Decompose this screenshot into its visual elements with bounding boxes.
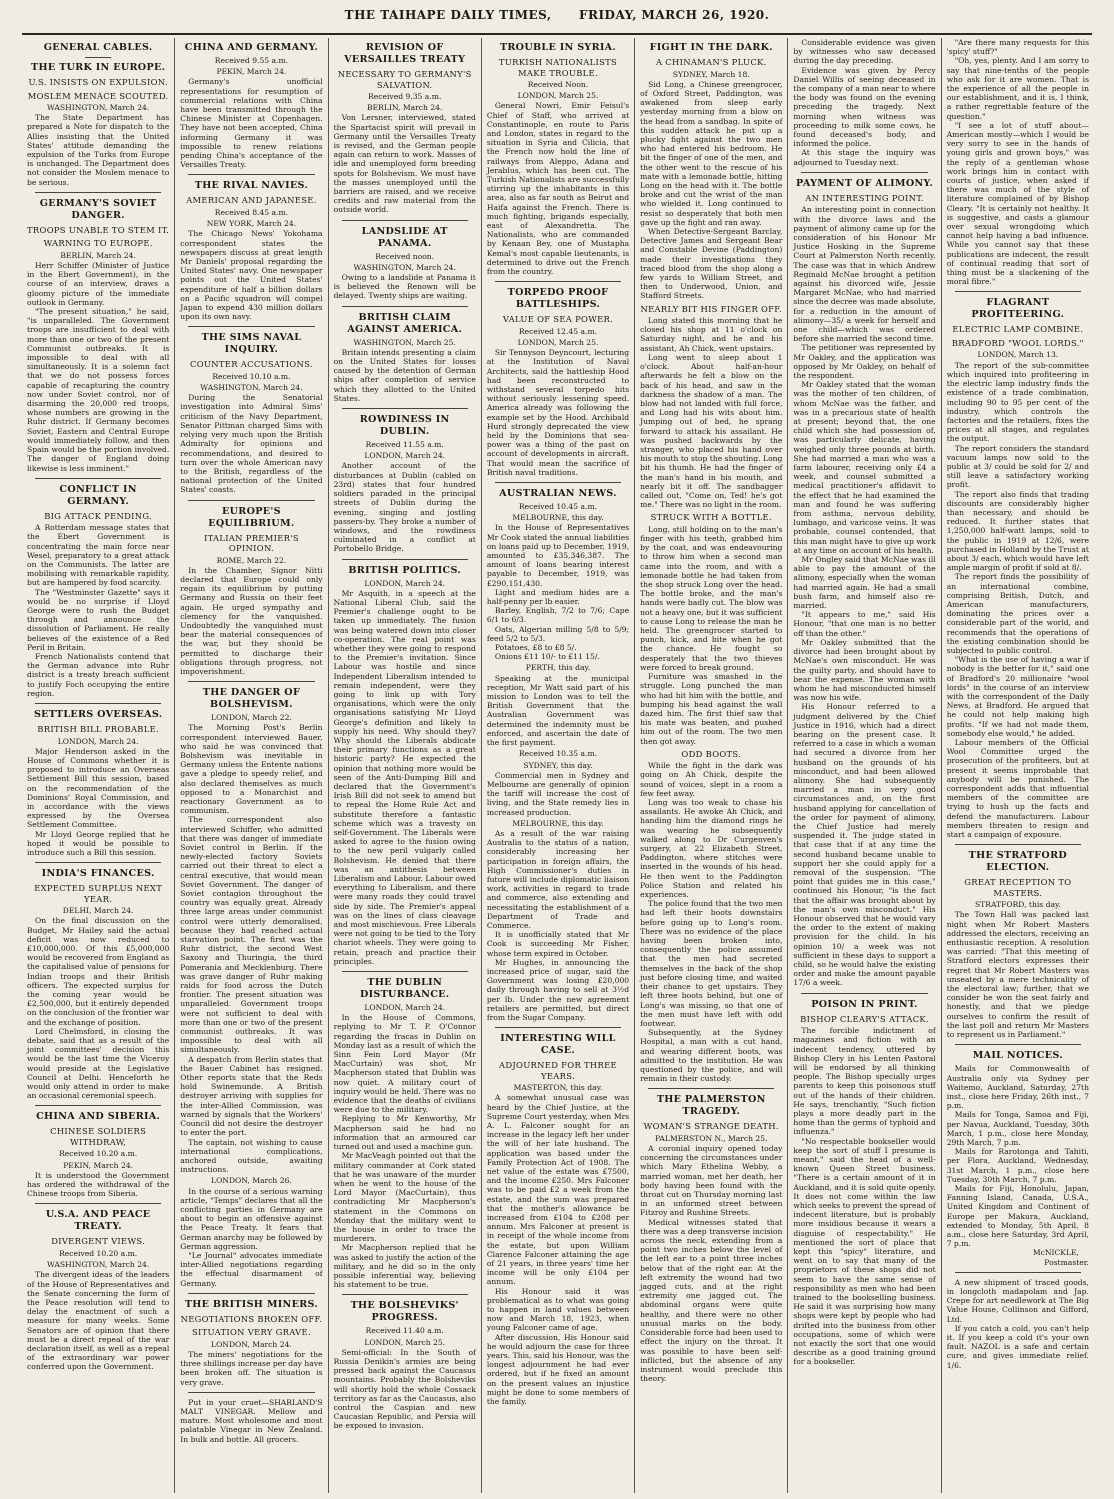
column-7 (942, 38, 1094, 1493)
dateline: ROME, March 22. (216, 555, 287, 565)
paragraph: Oats, Algerian milling 5/8 to 5/9; feed 5/2 to 5/3. (486, 624, 630, 643)
dateline: LONDON, March 22. (211, 713, 292, 723)
headline: REVISION OF VERSAILLES TREATY (344, 42, 466, 65)
column-1 (22, 38, 175, 1493)
headline: MAIL NOTICES. (972, 1050, 1063, 1062)
paragraph: The forcible indictment of magazines and fiction with an indecent tendency, uttered by Bishop Clery in his Lenten Pastoral will be endorsed by all thinking people. The Bishop specially urges parents to keep this poisonous stuff out of the hands of their children. He says, trenchantly, "Such fiction plays a more deadly part in the home than the germs of typhoid and influenza." (793, 1026, 936, 1137)
headline: PAYMENT OF ALIMONY. (796, 177, 934, 189)
received-time: Received 10.45 a.m. (518, 502, 598, 512)
paragraph: Mr Ongley said that McNae was ill able to pay the amount of the alimony, especially when the woman had married again. He had a small bush farm, and himself also re-married. (793, 555, 936, 611)
dateline: WASHINGTON, March 25. (353, 337, 456, 347)
paragraph: Onions £11 10/- to £11 15/. (494, 652, 600, 662)
paragraph: A coronial inquiry opened today concerning the circumstances under which Mary Ethelina Webby, a married woman, met her death, her body having been found with the throat cut on Thursday morning last in an unformed street between Fitzroy and Rushine Streets. (640, 1144, 783, 1218)
headline: FLAGRANT PROFITEERING. (971, 297, 1065, 321)
subheadline: SITUATION VERY GRAVE. (191, 1327, 311, 1338)
paragraph: The police found that the two men had left their boots downstairs before going up to Long's room. There was no evidence of the place having been broken into, consequently the police assumed that the men had secreted themselves in the back of the shop just before closing time, and waited their chance to get upstairs. They left three boots behind, but one of Long's was missing, so that one of the men must have left with odd footwear. (640, 899, 783, 1028)
paragraph: Mr Macpherson replied that he was asked to justify the action of the military, and he did so in the only possible inferential way, believing his statement to be true. (333, 1243, 476, 1290)
paragraph: French Nationalists contend that the German advance into Ruhr district is a treaty breach sufficient to justify Foch occupying the entire region. (27, 652, 170, 698)
paragraph: Britain intends presenting a claim on the United States for losses caused by the detention of German ships after completion of service which they allotted to the United States. (333, 347, 476, 403)
paragraph: Long, still holding on to the man's finger with his teeth, grabbed him by the coat, and was endeavouring to throw him when a second man came into the room, and with a lemonade bottle he had taken from the shop struck Long over the head. The bottle broke, and the man's hands were badly cut. The blow was not a heavy one, but it was sufficient to cause Long to release the man he held. The greengrocer started to punch, kick, and bite when he got the chance. He fought so desperately that the two thieves were forced to break ground. (640, 524, 783, 672)
paragraph: The report finds the possibility of an international combine, comprising British, Dutch, and American manufacturers, dominating the prices over a considerable part of the world, and recommends that the operations of the existing combination should be subjected to public control. (946, 572, 1089, 655)
paragraph: In the course of a serious warning article, "Temps" declares that all the conflicting parties in Germany are about to begin an offensive against the Peace Treaty. It fears that German anarchy may be followed by German aggression. (180, 1186, 323, 1251)
headline: INTERESTING WILL CASE. (500, 1033, 616, 1057)
headline: BRITISH POLITICS. (348, 564, 462, 576)
subheadline: TROOPS UNABLE TO STEM IT. (27, 224, 170, 235)
dateline: PERTH, this day. (525, 663, 591, 673)
divider (495, 1027, 621, 1028)
dateline: NEW YORK, March 24. (206, 219, 297, 229)
column-6 (788, 38, 941, 1493)
divider (35, 478, 161, 479)
issue-date: FRIDAY, MARCH 26, 1920. (578, 8, 770, 22)
headline: TROUBLE IN SYRIA. (499, 42, 617, 53)
subheadline: BRITISH BILL PROBABLE. (37, 724, 159, 735)
dateline: BERLIN, March 24. (366, 103, 443, 113)
divider (35, 862, 161, 863)
signature-title: Postmaster. (1044, 1257, 1089, 1267)
subheadline: NEARLY BIT HIS FINGER OFF. (640, 303, 783, 314)
dateline: LONDON, March 24. (364, 451, 446, 461)
subheadline: BRADFORD "WOOL LORDS." (951, 337, 1084, 348)
paragraph: It is understood the Government has ordered the withdrawal of the Chinese troops from Siberia. (27, 1170, 170, 1199)
paragraph: Commercial men in Sydney and Melbourne are generally of opinion the tariff will increase the cost of living, and the State remedy lies in increased production. (486, 770, 630, 817)
subheadline: ADJOURNED FOR THREE YEARS. (499, 1060, 617, 1081)
headline: TORPEDO PROOF BATTLESHIPS. (507, 287, 609, 311)
divider (955, 1272, 1081, 1273)
paragraph: Subsequently, at the Sydney Hospital, a man with a cut hand, and wearing different boots, was admitted to the institution. He was questioned by the police, and will remain in their custody. (640, 1028, 783, 1084)
paragraph: After discussion, His Honour said he would adjourn the case for three years. This, said his Honour, was the longest adjournment he had ever ordered, but if he fixed an amount on the present values an injustice might be done to some members of the family. (486, 1332, 630, 1407)
paragraph: During the Senatorial investigation into Admiral Sims' criticism of the Navy Department, Senator Pittman charged Sims with relying very much upon the British Admiralty for opinions and recommendations, and desired to turn over the whole American navy to the British, regardless of the national protection of the United States' coasts. (180, 393, 323, 495)
dateline: WASHINGTON, March 24. (200, 383, 303, 393)
paragraph: "The present situation," he said, "is unparalleled. The Government troops are insufficient to deal with more than one or two of the present Communist outbreaks. It is impossible to deal with all simultaneously. It is a solemn fact that we do not possess forces capable of recapturing the country now under Soviet control, nor of disarming the 20,000 red troops, whose numbers are growing in the Ruhr district. If Germany becomes Soviet, Eastern and Central Europe would immediately follow, and then Spain would be the portion involved. The danger of England doing likewise is less imminent." (27, 307, 170, 473)
paragraph: Another account of the disturbances at Dublin (cabled on 23rd) states that four hundred soldiers paraded in the principal streets of Dublin during the evening, singing and jostling passers-by. They broke a number of windows, and the rowdiness culminated in a conflict at Portobello Bridge. (333, 461, 476, 554)
paragraph: His Honour said it was problematical as to what was going to happen in land values between now and March 18, 1923, when young Falconer came of age. (486, 1286, 630, 1333)
dateline: LONDON, March 25. (517, 91, 599, 101)
headline: THE STRATFORD ELECTION. (968, 850, 1067, 874)
divider (188, 500, 314, 501)
subheadline: GREAT RECEPTION TO MASTERS. (964, 877, 1072, 898)
paragraph: When Detective-Sergeant Barclay, Detective James and Sergeant Bear and Constable Devine (Paddington) made their investigations they traced blood from the shop along a few yards to William Street, and then to Underwood, Union, and Stafford Streets. (640, 226, 783, 301)
headline: BRITISH CLAIM AGAINST AMERICA. (347, 311, 463, 335)
divider (342, 220, 468, 221)
paragraph: "Le Journal" advocates immediate inter-Allied negotiations regarding the effectual disarmament of Germany. (180, 1250, 323, 1288)
headline: THE BOLSHEVIKS' PROGRESS. (350, 1300, 459, 1324)
dateline: LONDON, March 24. (211, 1339, 292, 1349)
paragraph: In the Chamber, Signor Nitti declared that Europe could only regain its equilibrium by putting Germany and Russia on their feet again. He urged sympathy and clemency for the vanquished. Undoubtedly the vanquished must bear the material consequences of the war, but they should be permitted to discharge their obligations through progress, not impoverishment. (180, 565, 323, 676)
dateline: MASTERTON, this day. (513, 1083, 603, 1093)
dateline: MELBOURNE, this day. (512, 818, 604, 828)
headline: CHINA AND GERMANY. (184, 42, 319, 53)
paragraph: Mails for Rarotonga and Tahiti, per Flora, Auckland, Wednesday, 31st March, 1 p.m., close here Tuesday, 30th March, 7 p.m. (946, 1147, 1089, 1184)
paragraph: At this stage the inquiry was adjourned to Tuesday next. (793, 148, 936, 167)
subheadline: BISHOP CLEARY'S ATTACK. (800, 1013, 929, 1024)
dateline: STRATFORD, this day. (974, 900, 1061, 910)
headline: THE SIMS NAVAL INQUIRY. (201, 332, 302, 356)
subheadline: DIVERGENT VIEWS. (51, 1236, 146, 1247)
paragraph: The State Department has prepared a Note for dispatch to the Allies insisting that the United States' attitude demanding the expulsion of the Turks from Europe is unchanged. The Department does not consider the Moslem menace to be serious. (27, 113, 170, 187)
headline: THE PALMERSTON TRAGEDY. (656, 1094, 766, 1118)
paragraph: Mr MacVeagh pointed out that the military commander at Cork stated that he was unaware of the murder when he went to the house of the Lord Mayor (MacCurtain), thus contradicting Mr Macpherson's statement in the Commons on Monday that the military went to the house in order to trace the murderers. (333, 1151, 476, 1244)
divider (342, 971, 468, 972)
subheadline: ITALIAN PREMIER'S OPINION. (203, 532, 299, 554)
headline: FIGHT IN THE DARK. (649, 42, 773, 53)
subheadline: NEGOTIATIONS BROKEN OFF. (180, 1313, 323, 1324)
received-time: Received Noon. (527, 80, 589, 89)
dateline: DELHI, March 24. (62, 906, 134, 916)
paragraph: The divergent ideas of the leaders of the House of Representatives and the Senate concerning the form of the Peace resolution will tend to delay the enactment of such a measure for many weeks. Some Senators are of opinion that there must be a direct repeal of the war declaration itself, as well as a repeal of the extraordinary war power conferred upon the Government. (27, 1270, 170, 1372)
paragraph: Long went to sleep about 1 o'clock. About half-an-hour afterwards he felt a blow on the back of his head, and saw in the darkness the shadow of a man. The blow had not landed with full force, and Long had his wits about him. Jumping out of bed, he sprang forward to attack his assailant. He was pushed backwards by the stranger, who placed his hand over his mouth to stop the shouting. Long bit his thumb. He had the finger of the man's hand in his mouth, and nearly bit it off. The sandbagger called out, "Come on, Ted! he's got me." There was no light in the room. (640, 352, 783, 510)
divider (35, 1203, 161, 1204)
paragraph: "Oh, yes, plenty. And I am sorry to say that nine-tenths of the people who ask for it are women. That is the experience of all the people in our establishment, and it is, I think, a rather regrettable feature of the question." (946, 56, 1089, 121)
subheadline: WARNING TO EUROPE. (43, 238, 153, 249)
paragraph: Evidence was given by Percy Daniel Willis of seeing deceased in the company of a man near to where the body was found on the evening preceding the tragedy. Next morning when witness was proceeding to milk some cows, he found deceased's body, and informed the police. (793, 65, 936, 149)
paragraph: In the House of Representatives Mr Cook stated the annual liabilities on loans paid up to December, 1919, amounted to £35,346,387. The amount of loans bearing interest payable to December, 1919, was £290,151,430. (486, 523, 630, 588)
paragraph: In the House of Commons, replying to Mr T. P. O'Connor regarding the fracas in Dublin on Monday last as a result of which the Sinn Fein Lord Mayor (Mr MacCurtain) was shot, Mr Macpherson stated that Dublin was now quiet. A military court of inquiry would be held. There was no evidence that the deaths of civilians were due to the military. (333, 1013, 476, 1115)
dateline: BERLIN, March 24. (60, 250, 136, 260)
dateline: PEKIN, March 24. (216, 67, 287, 77)
headline: ROWDINESS IN DUBLIN. (359, 414, 450, 438)
paragraph: Furniture was smashed in the struggle. Long punched the man who had hit him with the bottle, and bumping his head against the wall dazed him. The first thief saw that his mate was beaten, and pushed him out of the room. The two men then got away. (640, 672, 783, 746)
paragraph: While the fight in the dark was going on Ah Chick, despite the sound of voices, slept in a room a few feet away. (640, 761, 783, 798)
dateline: LONDON, March 13. (977, 350, 1059, 360)
headline: THE BRITISH MINERS. (184, 1298, 319, 1310)
section-heading: AUSTRALIAN NEWS. (499, 488, 617, 500)
paragraph: Mr Asquith, in a speech at the National Liberal Club, said the Premier's challenge ought to be taken up immediately. The fusion was being watered down into closer co-operation. The real point was whether they were going to respond to the Premier's invitation. Since Labour was hostile and since Independent Liberalism intended to remain independent, were they going to link up with Tory organisations, which were the only organisations satisfying Mr Lloyd George's definition and likely to supply his need. Why should they? Why should the Liberals abdicate their primary functions as a great historic party? He expected the opinion that nothing more would be seen of the Anti-Dumping Bill and declared that the Government's Irish Bill did not seek to amend but to repeal the Home Rule Act and substitute therefore a fantastic scheme which was a travesty on self-Government. The Liberals were asked to agree to the fusion owing to the new peril vulgarly called Bolshevism. He denied that there was an antithesis between Liberalism and Labour. Labour owed everything to Liberalism, and there were many roads they could travel side by side. The Premier's appeal was on the lines of class cleavage and most mischievous. Free Liberals were not going to be tied to the Tory chariot wheels. They were going to retain, preach and practice their principles. (333, 588, 476, 966)
subheadline: NECESSARY TO GERMANY'S SALVATION. (337, 69, 472, 90)
paragraph: It is unofficially stated that Mr Cook is succeeding Mr Fisher, whose term expired in October. (486, 930, 630, 958)
dateline: LONDON, March 24. (364, 578, 446, 588)
subheadline: TURKISH NATIONALISTS MAKE TROUBLE. (498, 57, 618, 78)
paragraph: Long was too weak to chase his assailants. He awoke Ah Chick, and handing him the diamond rings he was wearing he subsequently walked along to Dr Curgenven's surgery, at 22 Elizabeth Street, Paddington, where stitches were inserted in the wounds of his head. He then went to the Paddington Police Station and related his experiences. (640, 798, 783, 900)
column-5 (635, 38, 788, 1493)
paragraph: An interesting point in connection with the divorce laws and the payment of alimony came up for the consideration of his Honour Mr Justice Hosking in the Supreme Court at Palmerston North recently. The case was that in which Andrew Reginald McNae brought a petition against his divorced wife, Jessie Margaret McNae, who had married since the decree was made absolute, for a reduction in the amount of alimony—35/ a week for herself and one child—which was ordered before she married the second time. (793, 205, 936, 344)
subheadline: ELECTRIC LAMP COMBINE. (952, 324, 1084, 335)
newspaper-title: THE TAIHAPE DAILY TIMES, (344, 8, 552, 22)
received-time: Received 11.55 a.m. (365, 440, 444, 450)
paragraph: Replying to Mr Kenworthy, Mr Macpherson said he had no information that an armoured car turned out and used a machine gun. (333, 1114, 476, 1152)
paragraph: "Are there many requests for this 'spicy' stuff?" (946, 38, 1089, 57)
page-columns (22, 38, 1094, 1493)
divider (35, 1105, 161, 1106)
divider (955, 844, 1081, 845)
divider (495, 281, 621, 282)
headline: EUROPE'S EQUILIBRIUM. (208, 505, 295, 529)
paragraph: "I see a lot of stuff about—American mostly—which I would be very sorry to see in the hands of young girls and grown boys," was the reply of a gentleman whose work brings him in contact with courts of justice, when asked if there was much of the style of literature complained of by Bishop Cleary. "It is certainly not healthy. It is suggestive, and casts a glamour over sexual wrongdoing which cannot help having a bad influence. While you cannot say that these publications are indecent, the result of continual reading that sort of thing must be a slackening of the moral fibre." (946, 120, 1089, 287)
subheadline: BIG ATTACK PENDING. (44, 510, 153, 521)
received-time: Received 10.10 a.m. (212, 371, 291, 381)
divider (188, 174, 314, 175)
paragraph: A somewhat unusual case was heard by the Chief Justice, at the Supreme Court yesterday, when Mrs A. L. Falconer sought for an increase in the legacy left her under the will of her late husband. The application was based under the Family Protection Act of 1908. The net value of the estate was £7500, and the income £250. Mrs Falconer was to be paid £2 a week from the estate, and the sum was prepared that the mother's allowance be increased from £104 to £208 per annum. Mrs Falconer at present is in receipt of the whole income from the estate, but upon William Clarence Falconer attaining the age of 21 years, in three years' time her income will be only £104 per annum. (486, 1093, 630, 1287)
paragraph: As a result of the war raising Australia to the status of a nation, considerably increasing her participation in foreign affairs, the High Commissioner's duties in future will include diplomatic liaison work, activities in regard to trade and commerce, also extending and necessitating the establishment of a Department of Trade and Commerce. (486, 828, 630, 930)
advertisement: If you catch a cold, you can't help it. If you keep a cold it's your own fault. NAZOL is a safe and certain cure, and gives immediate relief. 1/6. (946, 1323, 1089, 1370)
paragraph: Mr Oakley stated that the woman was the mother of ten children, of whom McNae was the father, and was in a precarious state of health at present; beyond that, the one child which she had possession of, was particularly delicate, having weighed only three pounds at birth. She had married a man who was a farm labourer, receiving only £4 a week, and counsel submitted a medical practitioner's affidavit to the effect that he had examined the man and found he was suffering from asthma, nervous debility, lumbago, and varicose veins. It was probable, counsel contended, that this man might have to give up work at any time on account of his health. (793, 380, 936, 555)
headline: INDIA'S FINANCES. (41, 868, 155, 880)
subheadline: A CHINAMAN'S PLUCK. (655, 57, 767, 67)
paragraph: Major Henderson asked in the House of Commons whether it is proposed to introduce an Overseas Settlement Bill this session, based on the recommendation of the Dominions' Royal Commission, and in accordance with the views expressed by the Oversea Settlement Committee. (27, 746, 170, 830)
signature-name: McNICKLE, (1032, 1248, 1079, 1258)
headline: CONFLICT IN GERMANY. (59, 483, 137, 507)
paragraph: General Nowri, Emir Feisul's Chief of Staff, who arrived at Constantinople, en route to Paris and London, states in regard to the situation in Syria and Cilicia, that the French now hold the line of railways from Aleppo, Adana and Jerablus, which has been cut. The Turkish Nationalists are successfully stirring up the inhabitants in this area, also as far south as Beirut and Haifa against the French. There is much fighting, brigands especially, east of Alexandretta. The Nationalists, who are commanded by Kenaan Bey, one of Mustapha Kemal's most capable lieutenants, is determined to drive out the French from the country. (486, 101, 630, 277)
paragraph: "No respectable bookseller would keep the sort of stuff I presume is meant," said the head of a well-known Queen Street business. "There is a certain amount of it in Auckland, and it is sold quite openly. It does not come within the law which seeks to prevent the spread of indecent literature, but is probably more insidious because it wears a disguise of respectability." He mentioned the sort of place that kept this "spicy" literature, and went on to say that many of the proprietors of these shops did not seem to have the same sense of responsibility as men who had been trained to the bookselling business. He said it was surprising how many shops were kept by people who had drifted into the business from other occupations, some of which were not exactly the sort that one would describe as a good training ground for a bookseller. (793, 1136, 936, 1367)
headline: CHINA AND SIBERIA. (36, 1111, 161, 1123)
paragraph: The Chicago News' Yokohama correspondent states the newspapers discuss at great length Mr Daniels' proposal regarding the United States' navy. One newspaper points out the United States' expenditure of half a billion dollars on a Pacific squadron will compel Japan to expend 430 million dollars upon its own navy. (180, 229, 323, 322)
section-heading: GENERAL CABLES. (43, 42, 153, 53)
paragraph: The miners' negotiations for the three shillings increase per day have been broken off. The situation is very grave. (180, 1349, 323, 1387)
dateline: LONDON, March 24. (364, 1003, 446, 1013)
subheadline: AMERICAN AND JAPANESE. (186, 195, 317, 206)
received-time: Received 11.40 a.m. (365, 1326, 444, 1336)
paragraph: Long stated this morning that he closed his shop at 11 o'clock on Saturday night, and he and his assistant, Ah Chick, went upstairs. (640, 316, 783, 353)
divider (188, 326, 314, 327)
subheadline: EXPECTED SURPLUS NEXT YEAR. (34, 883, 163, 904)
paragraph: His Honour referred to a judgment delivered by the Chief Justice in 1916, which had a direct bearing on the present case. It referred to a case in which a woman had secured a divorce from her husband on the grounds of his misconduct, and had been allowed alimony. She had subsequently married a man in very good circumstances and, on the first husband applying for cancellation of the order for payment of alimony, the Chief Justice had merely suspended it. The judge stated in that case that if at any time the second husband became unable to support her she could apply for a removal of the suspension. "The point that guides me in this case," continued his Honour, "is the fact that the affair was brought about by the man's own misconduct." His Honour observed that he would vary the order to the extent of making provision for the child. In his opinion 10/ a week was not sufficient in these days to support a child, so he would halve the existing order and make the amount payable 17/6 a week. (793, 702, 936, 988)
paragraph: Speaking at the municipal reception, Mr Watt said part of his mission to London was to tell the British Government that the Australian Government was determined the indemnity must be enforced, and ascertain the date of the first payment. (486, 673, 630, 748)
divider (801, 172, 927, 173)
divider (801, 993, 927, 994)
divider (495, 482, 621, 483)
headline: THE DANGER OF BOLSHEVISM. (202, 687, 301, 711)
paragraph: The report also finds that trading discounts are considerably higher than necessary, and should be reduced. It further states that 1,250,000 half-watt lamps, sold to the public in 1919 at 12/6, were purchased in Holland by the Trust at about 3/ each, which would have left ample margin of profit if sold at 8/. (946, 489, 1089, 573)
masthead-rule (22, 33, 1092, 35)
paragraph: Von Lersner, interviewed, stated the Spartacist spirit will prevail in Germany until the Versailles Treaty is revised, and the German people again can return to work. Masses of idle and unemployed form breeding spots for Bolshevism. We must have the masses unemployed until the barriers are raised, and we receive credits and raw material from the outside world. (333, 113, 476, 215)
dateline: LONDON, March 26. (211, 1176, 292, 1186)
divider (188, 1392, 314, 1393)
subheadline: COUNTER ACCUSATIONS. (190, 359, 313, 370)
headline: POISON IN PRINT. (811, 998, 918, 1010)
paragraph: Germany's unofficial representations for resumption of commercial relations with China have been transmitted through the Chinese Minister at Copenhagen. They have not been accepted, China informing Germany it was impossible to renew relations pending China's acceptance of the Versailles Treaty. (180, 77, 323, 170)
subheadline: STRUCK WITH A BOTTLE. (650, 512, 772, 523)
paragraph: Medical witnesses stated that there was a deep transverse incision across the neck, extending from a point two inches below the level of the left ear to a point three inches below that of the right ear. At the left extremity the wound had two jagged cuts, and at the right extremity one jagged cut. The abdominal organs were quite healthy, and there were no other unusual marks on the body. Considerable force had been used to effect the injury on the throat. It was possible to have been self-inflicted, but the absence of any instrument would preclude this theory. (640, 1217, 783, 1384)
dateline: SYDNEY, March 18. (672, 69, 750, 79)
dateline: WASHINGTON, March 24. (353, 262, 456, 272)
paragraph: The Morning Post's Berlin correspondent interviewed Bauer, who said he was convinced that Bolshevism was inevitable in Germany unless the Entente nations gave a pledge to speedy relief, and also declared themselves as much opposed to a Monarchist and reactionary Government as to communism. (180, 723, 323, 816)
dateline: LONDON, March 24. (57, 736, 139, 746)
received-time: Received 12.45 a.m. (518, 326, 598, 336)
paragraph: The Town Hall was packed last night when Mr Robert Masters addressed the electors, receiving an enthusiastic reception. A resolution was carried: "That this meeting of Stratford electors expresses their regret that Mr Robert Masters was unseated by a mere technicality of the electoral law; further, that we consider he won the seat fairly and honestly, and that we pledge ourselves to confirm the result of the last poll and return Mr Masters to represent us in Parliament." (946, 910, 1089, 1040)
divider (342, 559, 468, 560)
dateline: MELBOURNE, this day. (512, 513, 604, 523)
paragraph: "What is the use of having a war if nobody is the better for it," said one of Bradford's 20 millionaire "wool lords" in the course of an interview with the correspondent of the Daily News, at Bradford. He argued that he could not help making high profits. "If we had not made them, somebody else would," he added. (946, 655, 1089, 738)
paragraph: Semi-official: In the South of Russia Denikin's armies are being pressed back against the Caucasus mountains. Probably the Bolsheviks will shortly hold the whole Cossack territory as far as the Caucasus, also control the Caspian and new Caucasian Republic, and Persia will be exposed to invasion. (333, 1347, 476, 1431)
divider (35, 192, 161, 193)
headline: THE DUBLIN DISTURBANCE. (359, 977, 450, 1001)
headline: SETTLERS OVERSEAS. (33, 709, 163, 721)
divider (188, 681, 314, 682)
dateline: SYDNEY, this day. (523, 760, 593, 770)
paragraph: The captain, not wishing to cause international complications, anchored outside, awaiting instructions. (180, 1137, 323, 1175)
paragraph: Sir Tennyson Deyncourt, lecturing at the Institution of Naval Architects, said the battleship Hood had been reconstructed to withstand several torpedo hits without seriously lessening speed. America already was following the example set by the Hood. Archibald Hurd strongly deprecated the view held by the Dominions that sea-power was a thing of the past on account of developments in aircraft. That would mean the sacrifice of British naval traditions. (486, 348, 630, 477)
paragraph: Herr Schiffer (Minister of Justice in the Ebert Government), in the course of an interview, draws a gloomy picture of the immediate outlook in Germany. (27, 261, 170, 307)
paragraph: Mr Hughes, in announcing the increased price of sugar, said the Government was losing £20,000 daily through having to sell at 3½d per lb. Under the new agreement retailers are permitted, but direct from the Sugar Company. (486, 957, 630, 1022)
subheadline: CHINESE SOLDIERS WITHDRAW, (50, 1126, 147, 1147)
paragraph: Light and medium hides are a half-penny per lb easier. (486, 587, 630, 607)
paragraph: The petitioner was represented by Mr Oakley, and the application was opposed by Mr Oakley, on behalf of the respondent. (793, 343, 936, 380)
dateline: LONDON, March 25. (517, 337, 599, 347)
column-3 (329, 38, 482, 1493)
paragraph: Mails for Fiji, Honolulu, Japan, Fanning Island, Canada, U.S.A., United Kingdom and Continent of Europe per Makura, Auckland, extended to Monday, 5th April, 8 a.m., close here Saturday, 3rd April, 7 p.m. (946, 1183, 1089, 1249)
divider (85, 57, 111, 58)
headline: THE TURK IN EUROPE. (31, 62, 166, 73)
headline: LANDSLIDE AT PANAMA. (361, 225, 448, 249)
received-time: Received noon. (375, 251, 435, 261)
paragraph: Owing to a landslide at Panama it is believed the Renown will be delayed. Twenty ships are waiting. (333, 273, 476, 301)
divider (342, 408, 468, 409)
paragraph: Mails for Commonwealth of Australia only via Sydney per Waitemo, Auckland, Saturday, 27th inst., close here Friday, 26th inst., 7 p.m. (946, 1064, 1089, 1111)
paragraph: The correspondent also interviewed Schiffer, who admitted that there was danger of immediate Soviet control in Berlin. If the newly-elected factory Soviets carried out their threat to elect a central executive, that would mean Soviet Government. The danger of Soviet contagion throughout the country was equally great. Already three large areas under communist control were utterly demoralised, because they had reached actual starvation point. The first was the Ruhr district, the second West Saxony and Thuringia, the third Pomerania and Mecklenburg. There was grave danger of Ruhr making raids for food across the Dutch frontier. The present situation was unparalleled. Government troops were not sufficient to deal with more than one or two of the present communist outbreaks. It was impossible to deal with all simultaneously. (180, 815, 323, 1055)
received-time: Received 8.45 a.m. (214, 207, 289, 217)
paragraph: A despatch from Berlin states that the Bauer Cabinet has resigned. Other reports state that the Reds hold Swinemunde. A British destroyer arriving with supplies for the inter-Allied Commission, was warned by signals that the Workers' Council did not desire the destroyer to enter the port. (180, 1054, 323, 1138)
masthead (0, 0, 1114, 30)
divider (342, 1294, 468, 1295)
dateline: PEKIN, March 24. (63, 1160, 134, 1170)
advertisement: Put in your cruet—SHARLAND'S MALT VINEGAR. Mellow and mature. Most wholesome and most palatable Vinegar in New Zealand. In bulk and bottle. All grocers. (180, 1397, 323, 1444)
paragraph: Lord Chelmsford, in closing the debate, said that as a result of the joint committees' decision this would be the last time the Viceroy would preside at the Legislative Council at Delhi. Henceforth he would only attend in order to make an occasional ceremonial speech. (27, 1026, 170, 1101)
received-time: Received 9.55 a.m. (214, 56, 289, 65)
dateline: WASHINGTON, March 24. (46, 1260, 150, 1270)
advertisement: A new shipment of traced goods, in longcloth madapolam and Jap. Crepe for art needlework at The Big Value House, Collinson and Gifford, Ltd. (946, 1277, 1089, 1324)
paragraph: Considerable evidence was given by witnesses who saw deceased during the day preceding. (793, 38, 936, 66)
paragraph: A Rotterdam message states that the Ebert Government is concentrating the main force near Wesel, preparatory to a great attack on the Communists. The latter are mobilising with remarkable rapidity, but are hampered by food scarcity. (27, 523, 170, 588)
dateline: WASHINGTON, March 24. (46, 103, 150, 112)
paragraph: The report of the sub-committee which inquired into profiteering in the electric lamp industry finds the existence of a trade combination, including 90 to 95 per cent of the industry, which controls the factories and the retailers, fixes the prices at all stages, and regulates the output. (946, 360, 1089, 444)
subheadline: ODD BOOTS. (681, 748, 742, 759)
headline: GERMANY'S SOVIET DANGER. (39, 197, 157, 221)
paragraph: On the final discussion on the Budget, Mr Hailey said the actual deficit was now reduced to £10,000,000. Of this £5,000,000 would be recovered from England as the capitalised value of pensions for Indian troops and their British officers. The expected surplus for the coming year would be £2,500,000, but it entirely depended on the conclusion of the frontier war and the exchange of position. (27, 916, 170, 1027)
received-time: Received 10.35 a.m. (518, 749, 598, 759)
headline: THE RIVAL NAVIES. (194, 180, 309, 192)
paragraph: Barley, English, 7/2 to 7/6; Cape 6/1 to 6/3. (486, 606, 630, 625)
paragraph: Mr Oakley submitted that the divorce had been brought about by McNae's own misconduct. He was the guilty party, and should have to bear the expense. The woman with whom he had misconducted himself was now his wife. (793, 637, 936, 703)
paragraph: "It appears to me," said His Honour, "that one man is no better off than the other." (793, 610, 936, 638)
subheadline: MOSLEM MENACE SCOUTED. (27, 90, 169, 101)
paragraph: The report considers the standard vacuum lamps now sold to the public at 3/ could be sold for 2/ and still leave a satisfactory working profit. (946, 443, 1089, 490)
subheadline: AN INTERESTING POINT. (805, 192, 924, 203)
dateline: LONDON, March 25. (364, 1337, 446, 1347)
paragraph: Sid Long, a Chinese greengrocer, of Oxford Street, Paddington, was awakened from sleep early yesterday morning from a blow on the head from a sandbag. In spite of this sudden attack he put up a plucky fight against the two men who had entered his bedroom. He bit the finger of one of the men, and the other went to the rescue of his mate with a lemonade bottle, hitting Long on the head with it. The bottle broke and cut the wrist of the man who wielded it. Long continued to resist so desperately that both men gave up the fight and ran away. (640, 79, 783, 227)
headline: U.S.A. AND PEACE TREATY. (45, 1209, 151, 1233)
subheadline: WOMAN'S STRANGE DEATH. (643, 1121, 779, 1132)
paragraph: The "Westminster Gazette" says it would be no surprise if Lloyd George were to rush the Budget through and announce the dissolution of Parliament. He really believes of the existence of a Red Peril in Britain. (27, 587, 170, 652)
column-2 (175, 38, 328, 1493)
divider (188, 1293, 314, 1294)
received-time: Received 10.20 a.m. (59, 1149, 138, 1159)
paragraph: Labour members of the Official Wool Committee urged the prosecution of the profiteers, but at present it seems improbable that anybody will be punished. The correspondent adds that influential members of the committee are trying to hush up the facts and defend the manufacturers. Labour members threaten to resign and start a campaign of exposure. (946, 738, 1089, 840)
divider (955, 291, 1081, 292)
paragraph: Mr Lloyd George replied that he hoped it would be possible to introduce such a Bill this session. (27, 829, 170, 857)
paragraph: Potatoes, £8 to £8 5/. (494, 643, 577, 653)
subheadline: U.S. INSISTS ON EXPULSION. (28, 77, 168, 87)
column-4 (482, 38, 635, 1493)
paragraph: Mails for Tonga, Samoa and Fiji, per Navua, Auckland, Tuesday, 30th March, 1 p.m., close here Monday, 29th March, 7 p.m. (946, 1110, 1089, 1147)
subheadline: VALUE OF SEA POWER. (502, 314, 614, 325)
received-time: Received 9.35 a.m. (368, 92, 442, 101)
divider (955, 1044, 1081, 1045)
divider (35, 703, 161, 704)
dateline: PALMERSTON N., March 25. (655, 1133, 768, 1143)
divider (342, 306, 468, 307)
divider (648, 1088, 774, 1089)
received-time: Received 10.20 a.m. (59, 1248, 138, 1258)
